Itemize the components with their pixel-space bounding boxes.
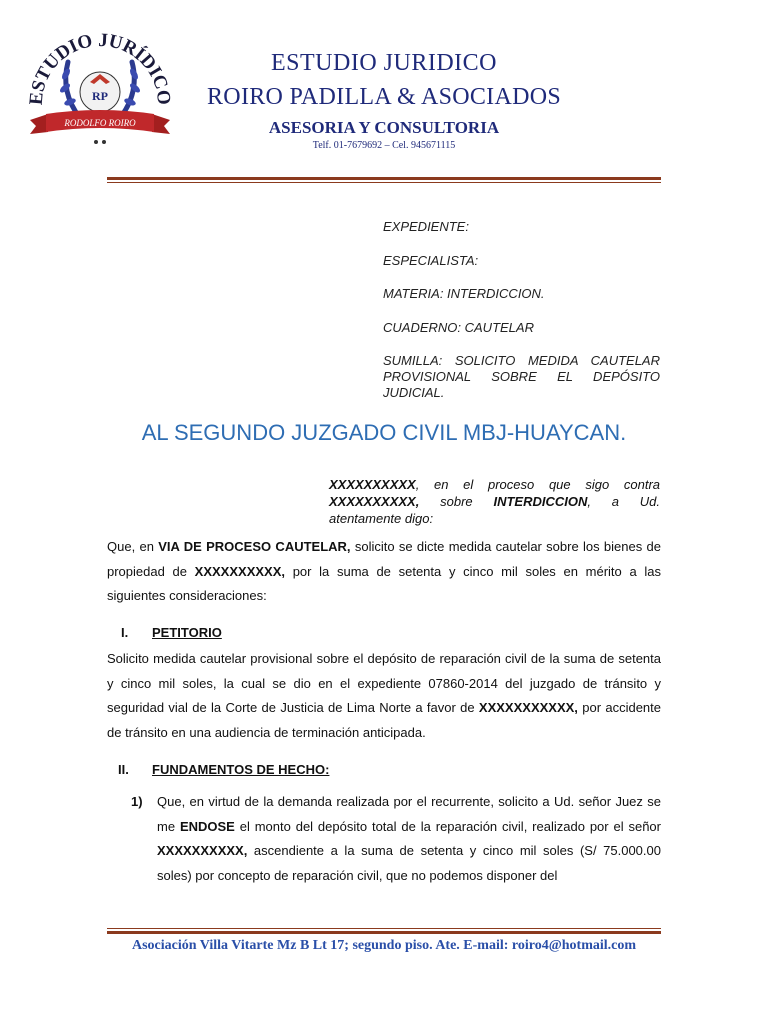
cuaderno-label: CUADERNO: CAUTELAR [383,320,534,335]
sumilla-label: SUMILLA: SOLICITO MEDIDA CAUTELAR PROVISIONAL SOBRE EL DEPÓSITO JUDICIAL. [383,353,660,400]
materia-label: MATERIA: INTERDICCION. [383,286,545,301]
expediente-label: EXPEDIENTE: [383,219,469,234]
firm-name-line1: ESTUDIO JURIDICO [271,50,497,76]
svg-text:RODOLFO ROIRO: RODOLFO ROIRO [64,118,136,128]
especialista-label: ESPECIALISTA: [383,253,479,268]
firm-logo [20,22,180,152]
item-1-number: 1) [131,794,143,809]
petitorio-paragraph: Solicito medida cautelar provisional sobre el depósito de reparación civil de la suma de setenta y cinco mil soles, la cual se dio en el expediente 07860-2014 del juzgado de tránsito y seguridad vial de la Corte de Justicia de Lima Norte a favor de XXXXXXXXXXX, por accidente de tránsito en una audiencia de terminación anticipada. [107,651,661,740]
section-1-number: I. [121,625,129,640]
section-2-title: FUNDAMENTOS DE HECHO: [152,762,330,777]
firm-tagline: ASESORIA Y CONSULTORIA [268,118,500,137]
respondent-name: XXXXXXXXXX, [329,494,420,509]
item-1-text: Que, en virtud de la demanda realizada por el recurrente, solicito a Ud. señor Juez se me ENDOSE el monto del depósito total de la reparación civil, realizado por el señor XXXXXXXXXX, ascendiente a la suma de setenta y cinco mil soles (S/ 75.000.00 soles) por concepto de reparación civil, que no podemos disponer del [157,794,661,883]
svg-text:ESTUDIO JURÍDICO: ESTUDIO JURÍDICO [25,29,175,106]
firm-contact: Telf. 01-7679692 – Cel. 945671115 [312,140,456,151]
court-addressee: AL SEGUNDO JUZGADO CIVIL MBJ-HUAYCAN. [141,420,627,445]
footer-address: Asociación Villa Vitarte Mz B Lt 17; segundo piso. Ate. E-mail: roiro4@hotmail.com [131,938,637,953]
header-divider [107,177,661,183]
firm-name-line2: ROIRO PADILLA & ASOCIADOS [207,84,561,110]
section-1-title: PETITORIO [152,625,222,640]
petitioner-name: XXXXXXXXXX [329,477,416,492]
subject: INTERDICCION [493,494,588,509]
opening-paragraph: Que, en VIA DE PROCESO CAUTELAR, solicito se dicte medida cautelar sobre los bienes de propiedad de XXXXXXXXXX, por la suma de setenta y cinco mil soles en mérito a las siguientes consideraciones: [107,539,661,603]
footer-divider [107,928,661,934]
svg-text:RP: RP [92,89,108,103]
intro-paragraph: XXXXXXXXXX, en el proceso que sigo contra XXXXXXXXXX, sobre INTERDICCION, a Ud. atentamente digo: [329,477,661,526]
section-2-number: II. [118,762,129,777]
